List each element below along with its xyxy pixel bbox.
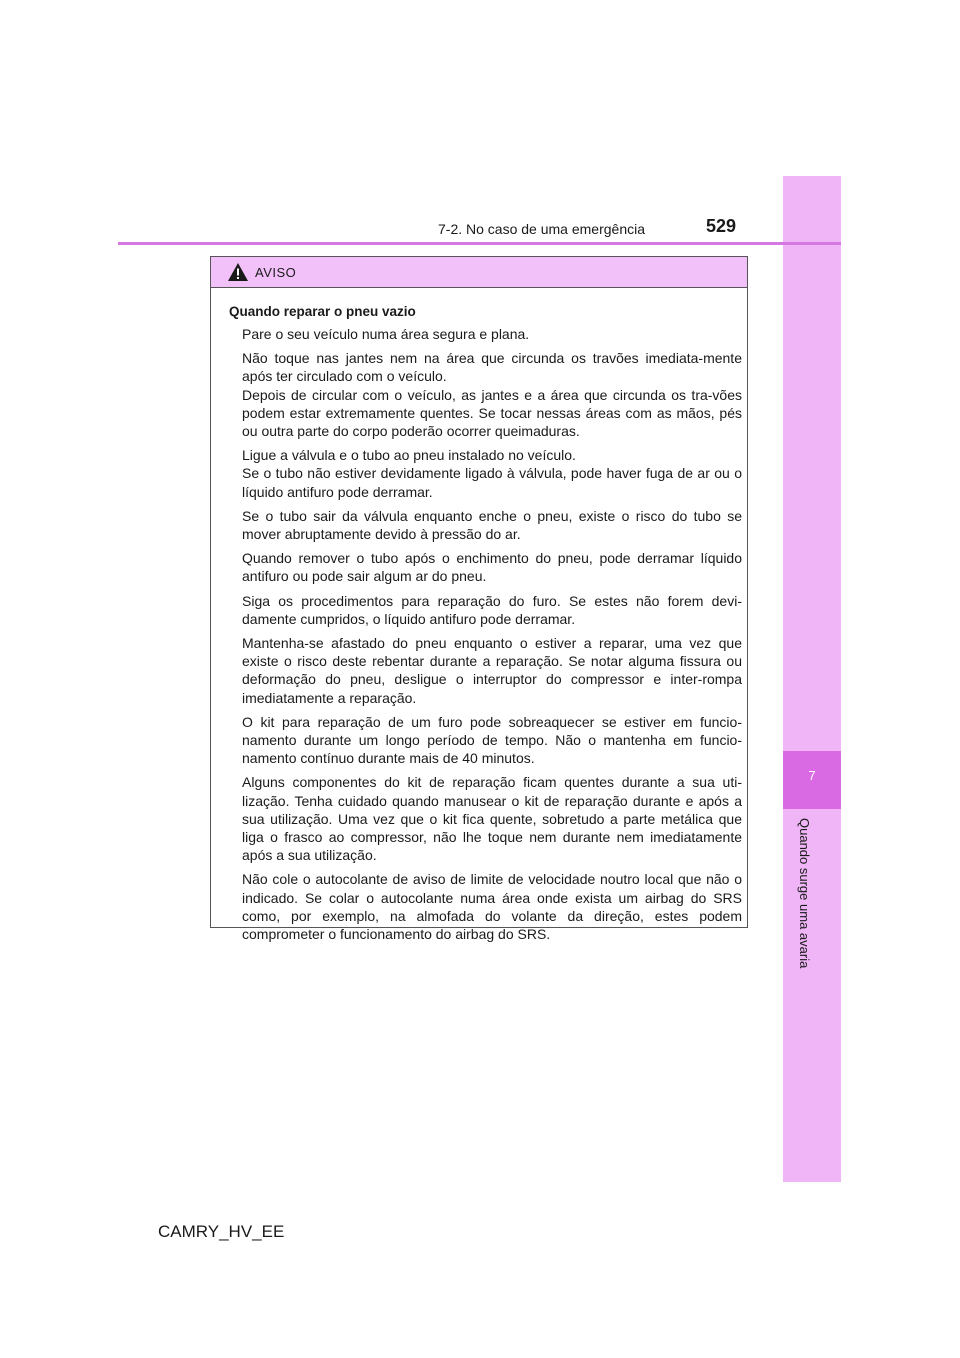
warning-body [211,288,747,943]
warning-paragraph [242,325,742,343]
paragraph-text: Siga os procedimentos para reparação do furo. Se estes não forem devi-damente cumpridos, o líquido antifuro pode derramar. [242,592,742,627]
paragraph-text: Não cole o autocolante de aviso de limite de velocidade noutro local que não o indicado. Se colar o autocolante numa área onde exista um airbag do SRS como, por exemplo, na almofada do volante da direção, estes podem comprometer o funcionamento do airbag do SRS. [242,871,742,943]
warning-paragraph [242,507,742,543]
section-title: 7-2. No caso de uma emergência [438,221,645,237]
chapter-title: Quando surge uma avaria [797,818,812,969]
warning-paragraph [242,549,742,585]
warning-paragraph [242,349,742,440]
paragraph-text: Ligue a válvula e o tubo ao pneu instalado no veículo. [242,447,576,464]
paragraph-text: Se o tubo não estiver devidamente ligado à válvula, pode haver fuga de ar ou o líquido antifuro pode derramar. [242,465,742,500]
paragraph-text: Depois de circular com o veículo, as jantes e a área que circunda os tra-vões podem estar extremamente quentes. Se tocar nessas áreas com as mãos, pés ou outra parte do corpo poderão ocorrer queimaduras. [242,386,742,440]
warning-paragraph [242,870,742,943]
chapter-side-tab [783,176,841,1182]
page-number: 529 [706,216,737,236]
warning-header [211,257,747,288]
paragraph-text: Quando remover o tubo após o enchimento do pneu, pode derramar líquido antifuro ou pode sair algum ar do pneu. [242,550,742,585]
paragraph-text: Não toque nas jantes nem na área que circunda os travões imediata-mente após ter circulado com o veículo. [242,350,742,385]
header-rule [118,242,841,245]
paragraph-text: Pare o seu veículo numa área segura e plana. [242,326,530,342]
warning-triangle-icon [227,262,249,282]
warning-paragraphs [229,325,742,943]
warning-paragraph [242,773,742,864]
warning-paragraph [242,634,742,707]
manual-code: CAMRY_HV_EE [158,1222,285,1241]
warning-label: AVISO [255,264,297,280]
warning-paragraph [242,713,742,768]
warning-paragraph [242,446,742,501]
warning-heading: Quando reparar o pneu vazio [229,304,416,319]
paragraph-text: O kit para reparação de um furo pode sobreaquecer se estiver em funcio-namento durante um longo período de tempo. Não o mantenha em funcio-namento contínuo durante mais de 40 minutos. [242,713,742,767]
warning-paragraph [242,592,742,628]
paragraph-text: Alguns componentes do kit de reparação ficam quentes durante a sua uti-lização. Tenha cuidado quando manusear o kit de reparação durante e após a sua utilização. Uma vez que o kit fica quente, sobretudo a parte metálica que liga o frasco ao compressor, não lhe toque nem durante nem imediatamente após a sua utilização. [242,774,742,864]
paragraph-text: Mantenha-se afastado do pneu enquanto o estiver a reparar, uma vez que existe o risco deste rebentar durante a reparação. Se notar alguma fissura ou deformação do pneu, desligue o interruptor do compressor e inter-rompa imediatamente a reparação. [242,635,742,706]
chapter-number: 7 [808,768,816,783]
warning-box [210,256,748,943]
paragraph-text: Se o tubo sair da válvula enquanto enche o pneu, existe o risco do tubo se mover abruptamente devido à pressão do ar. [242,507,742,543]
